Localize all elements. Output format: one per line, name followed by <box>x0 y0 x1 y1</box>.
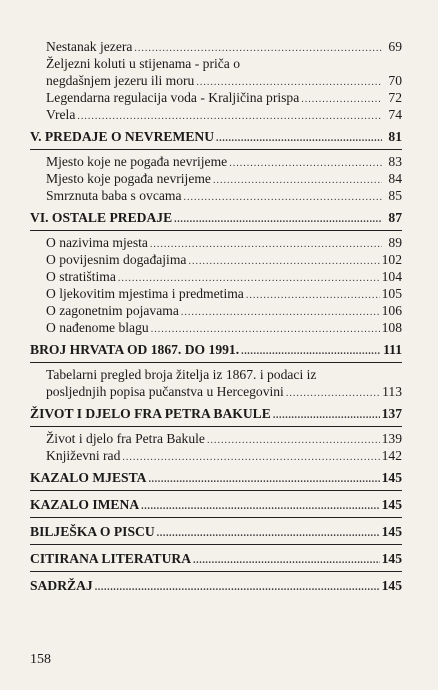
toc-entry: Književni rad ..... 142 <box>30 447 402 464</box>
toc-entry: Željezni koluti u stijenama - priča o <box>46 56 241 71</box>
toc-section-heading: V. PREDAJE O NEVREMENU ..... 81 <box>30 128 402 145</box>
section-rule <box>30 149 402 150</box>
toc-section-heading: CITIRANA LITERATURA ..... 145 <box>30 550 402 567</box>
toc-entry: Mjesto koje pogađa nevrijeme ..... 84 <box>30 170 402 187</box>
page-number: 158 <box>30 652 51 667</box>
table-of-contents <box>30 38 402 594</box>
toc-entry: O povijesnim događajima ..... 102 <box>30 251 402 268</box>
toc-entry: Tabelarni pregled broja žitelja iz 1867. i podaci iz <box>46 367 317 382</box>
toc-section-heading: VI. OSTALE PREDAJE ..... 87 <box>30 209 402 226</box>
section-rule <box>30 490 402 491</box>
toc-section-heading: BILJEŠKA O PISCU ..... 145 <box>30 523 402 540</box>
toc-entry: Smrznuta baba s ovcama ..... 85 <box>30 187 402 204</box>
toc-entry: Vrela ..... 74 <box>30 106 402 123</box>
section-rule <box>30 517 402 518</box>
toc-entry: O nađenome blagu ..... 108 <box>30 319 402 336</box>
toc-entry: negdašnjem jezeru ili moru ..... 70 <box>30 72 402 89</box>
toc-section-heading: BROJ HRVATA OD 1867. DO 1991. ..... 111 <box>30 341 402 358</box>
toc-entry: posljednjih popisa pučanstva u Hercegovini ..... 113 <box>30 383 402 400</box>
section-rule <box>30 362 402 363</box>
section-rule <box>30 571 402 572</box>
toc-section-heading: KAZALO MJESTA ..... 145 <box>30 469 402 486</box>
toc-entry: Legendarna regulacija voda - Kraljičina prispa ..... 72 <box>30 89 402 106</box>
toc-entry: O zagonetnim pojavama ..... 106 <box>30 302 402 319</box>
toc-entry: O nazivima mjesta ..... 89 <box>30 234 402 251</box>
toc-section-heading: SADRŽAJ ..... 145 <box>30 577 402 594</box>
toc-entry: Mjesto koje ne pogađa nevrijeme ..... 83 <box>30 153 402 170</box>
section-rule <box>30 426 402 427</box>
toc-section-heading: KAZALO IMENA ..... 145 <box>30 496 402 513</box>
toc-entry: O stratištima ..... 104 <box>30 268 402 285</box>
toc-entry: Nestanak jezera ..... 69 <box>30 38 402 55</box>
toc-entry: O ljekovitim mjestima i predmetima ..... 105 <box>30 285 402 302</box>
section-rule <box>30 544 402 545</box>
toc-entry: Život i djelo fra Petra Bakule ..... 139 <box>30 430 402 447</box>
section-rule <box>30 230 402 231</box>
toc-section-heading: ŽIVOT I DJELO FRA PETRA BAKULE ..... 137 <box>30 405 402 422</box>
